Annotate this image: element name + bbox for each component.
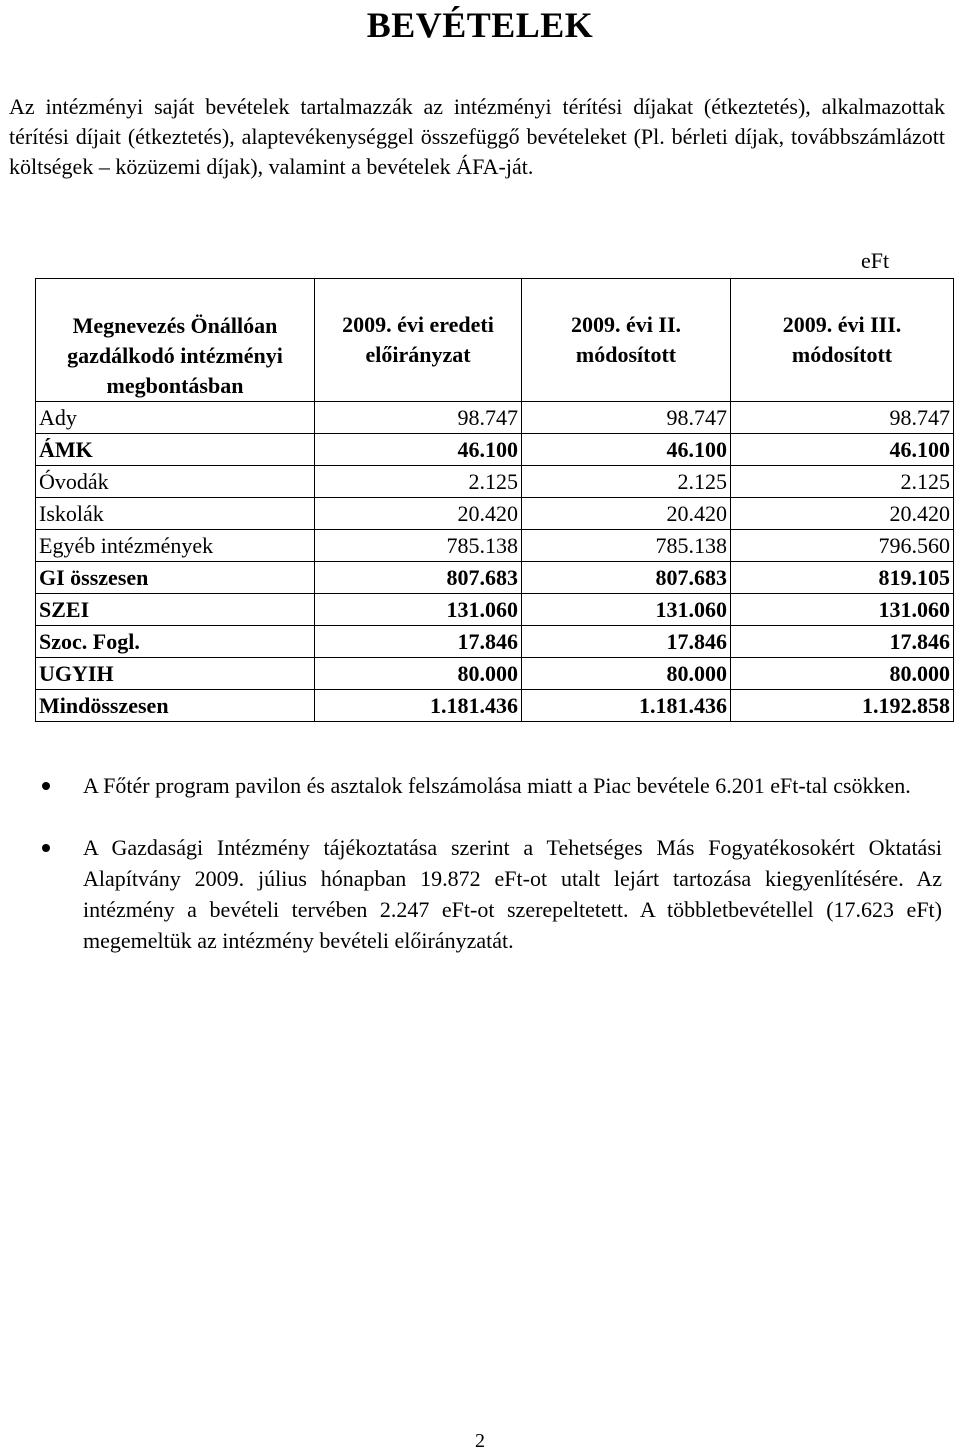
- page-number: 2: [475, 1430, 485, 1452]
- row-name: Egyéb intézmények: [36, 530, 315, 562]
- table-row: [36, 466, 954, 498]
- header-original: 2009. évi eredeti előirányzat: [315, 279, 522, 402]
- row-value-original: 2.125: [315, 466, 522, 498]
- table-row: [36, 626, 954, 658]
- row-name: GI összesen: [36, 562, 315, 594]
- row-value-mod-3: 796.560: [731, 530, 954, 562]
- table-row: [36, 434, 954, 466]
- row-name: Ady: [36, 402, 315, 434]
- row-value-mod-3: 20.420: [731, 498, 954, 530]
- table-row: [36, 530, 954, 562]
- row-value-original: 1.181.436: [315, 690, 522, 722]
- row-name: ÁMK: [36, 434, 315, 466]
- row-value-mod-3: 17.846: [731, 626, 954, 658]
- row-name: Szoc. Fogl.: [36, 626, 315, 658]
- table-row: [36, 658, 954, 690]
- header-mod-3: 2009. évi III. módosított: [731, 279, 954, 402]
- row-value-original: 131.060: [315, 594, 522, 626]
- row-value-mod-2: 785.138: [522, 530, 731, 562]
- row-name: Iskolák: [36, 498, 315, 530]
- note-text: A Főtér program pavilon és asztalok felszámolása miatt a Piac bevétele 6.201 eFt-tal csökken.: [83, 773, 911, 798]
- list-item: [42, 770, 942, 801]
- revenue-table: [35, 278, 954, 722]
- row-value-original: 807.683: [315, 562, 522, 594]
- row-name: Óvodák: [36, 466, 315, 498]
- notes-list: [42, 770, 942, 987]
- header-name: Megnevezés Önállóan gazdálkodó intézményi megbontásban: [36, 279, 315, 402]
- row-value-mod-3: 2.125: [731, 466, 954, 498]
- note-text: A Gazdasági Intézmény tájékoztatása szerint a Tehetséges Más Fogyatékosokért Oktatási Alapítvány 2009. július hónapban 19.872 eFt-ot utalt lejárt tartozása kiegyenlítésére. Az intézmény a bevételi tervében 2.247 eFt-ot szerepeltetett. A többletbevétellel (17.623 eFt) megemeltük az intézmény bevételi előirányzatát.: [83, 835, 942, 953]
- table-row: [36, 498, 954, 530]
- list-item: [42, 832, 942, 956]
- row-value-mod-2: 1.181.436: [522, 690, 731, 722]
- row-value-mod-3: 98.747: [731, 402, 954, 434]
- row-value-mod-2: 17.846: [522, 626, 731, 658]
- row-value-original: 46.100: [315, 434, 522, 466]
- intro-paragraph: Az intézményi saját bevételek tartalmazzák az intézményi térítési díjakat (étkeztetés), alkalmazottak térítési díjait (étkeztetés), alaptevékenységgel összefüggő bevételeket (Pl. bérleti díjak, továbbszámlázott költségek – közüzemi díjak), valamint a bevételek ÁFA-ját.: [9, 94, 945, 179]
- row-value-mod-2: 807.683: [522, 562, 731, 594]
- row-value-original: 80.000: [315, 658, 522, 690]
- row-name: UGYIH: [36, 658, 315, 690]
- row-name: Mindösszesen: [36, 690, 315, 722]
- row-value-original: 20.420: [315, 498, 522, 530]
- row-name: SZEI: [36, 594, 315, 626]
- row-value-mod-2: 20.420: [522, 498, 731, 530]
- row-value-mod-3: 46.100: [731, 434, 954, 466]
- row-value-mod-3: 80.000: [731, 658, 954, 690]
- table-header-row: [36, 279, 954, 402]
- bullet-icon: [42, 782, 50, 790]
- page-title: BEVÉTELEK: [366, 5, 594, 45]
- row-value-original: 98.747: [315, 402, 522, 434]
- unit-label: eFt: [861, 248, 890, 273]
- table-row: [36, 402, 954, 434]
- row-value-mod-3: 131.060: [731, 594, 954, 626]
- table-row: [36, 594, 954, 626]
- bullet-icon: [42, 844, 50, 852]
- header-mod-2: 2009. évi II. módosított: [522, 279, 731, 402]
- row-value-mod-2: 98.747: [522, 402, 731, 434]
- row-value-original: 785.138: [315, 530, 522, 562]
- row-value-mod-3: 1.192.858: [731, 690, 954, 722]
- row-value-mod-2: 80.000: [522, 658, 731, 690]
- table-row: [36, 690, 954, 722]
- row-value-original: 17.846: [315, 626, 522, 658]
- row-value-mod-2: 46.100: [522, 434, 731, 466]
- row-value-mod-2: 131.060: [522, 594, 731, 626]
- row-value-mod-3: 819.105: [731, 562, 954, 594]
- table-row: [36, 562, 954, 594]
- row-value-mod-2: 2.125: [522, 466, 731, 498]
